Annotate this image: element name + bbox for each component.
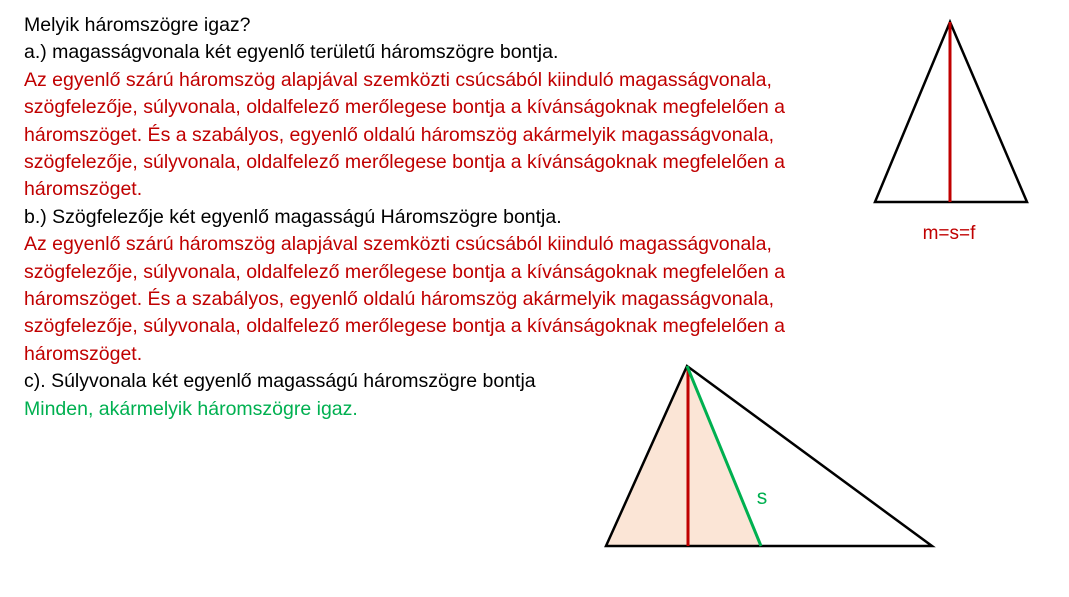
part-b-answer-line: háromszöget. És a szabályos, egyenlő oldalú háromszög akármelyik magasságvonala, [24, 288, 775, 311]
part-b-answer-line: háromszöget. [24, 342, 143, 365]
part-b-answer-line: szögfelezője, súlyvonala, oldalfelező merőlegese bontja a kívánságoknak megfelelően a [24, 260, 785, 283]
isosceles-triangle-figure [875, 22, 1027, 244]
part-c-statement: c). Súlyvonala két egyenlő magasságú háromszögre bontja [24, 370, 536, 393]
part-a-answer-line: szögfelezője, súlyvonala, oldalfelező merőlegese bontja a kívánságoknak megfelelően a [24, 151, 785, 174]
part-b-statement: b.) Szögfelezője két egyenlő magasságú Háromszögre bontja. [24, 205, 562, 228]
shaded-subtriangle [606, 366, 761, 546]
part-a-answer-line: szögfelezője, súlyvonala, oldalfelező merőlegese bontja a kívánságoknak megfelelően a [24, 96, 785, 119]
part-b-answer-line: Az egyenlő szárú háromszög alapjával szemközti csúcsából kiinduló magasságvonala, [24, 233, 772, 256]
question-title: Melyik háromszögre igaz? [24, 14, 251, 36]
part-c-answer: Minden, akármelyik háromszögre igaz. [24, 397, 358, 420]
part-a-answer-line: háromszöget. És a szabályos, egyenlő oldalú háromszög akármelyik magasságvonala, [24, 123, 775, 146]
part-a-statement: a.) magasságvonala két egyenlő területű háromszögre bontja. [24, 41, 559, 64]
scalene-triangle-figure [606, 366, 932, 546]
part-a-answer-line: háromszöget. [24, 178, 143, 201]
figure-caption: m=s=f [922, 223, 976, 244]
median-label: s [756, 486, 768, 509]
part-a-answer-line: Az egyenlő szárú háromszög alapjával szemközti csúcsából kiinduló magasságvonala, [24, 68, 772, 91]
part-b-answer-line: szögfelezője, súlyvonala, oldalfelező merőlegese bontja a kívánságoknak megfelelően a [24, 315, 785, 338]
